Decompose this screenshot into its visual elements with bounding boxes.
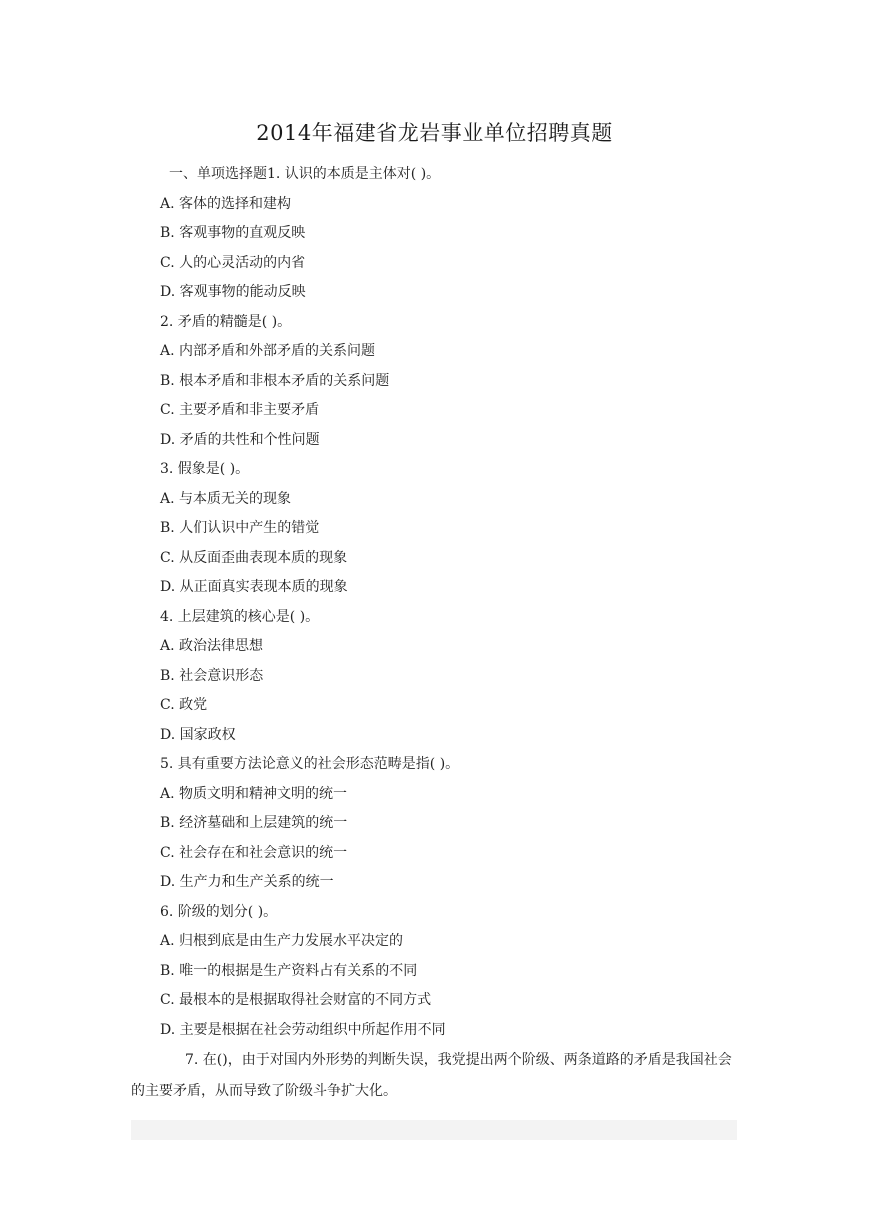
text-line: D. 从正面真实表现本质的现象 [160,579,348,595]
text-line: C. 从反面歪曲表现本质的现象 [160,549,348,566]
text-line: A. 归根到底是由生产力发展水平决定的 [160,933,404,949]
text-line: B. 客观事物的直观反映 [160,225,306,241]
text-line: C. 社会存在和社会意识的统一 [160,844,348,861]
text-line: A. 政治法律思想 [160,638,264,654]
text-line: 4. 上层建筑的核心是( )。 [160,608,320,625]
text-line: B. 根本矛盾和非根本矛盾的关系问题 [160,372,390,389]
text-line: 6. 阶级的划分( )。 [160,903,278,920]
text-line: B. 社会意识形态 [160,667,264,684]
text-line: D. 矛盾的共性和个性问题 [160,431,320,448]
text-line: C. 主要矛盾和非主要矛盾 [160,402,320,418]
text-line: A. 客体的选择和建构 [160,195,292,212]
text-line: A. 物质文明和精神文明的统一 [160,785,348,802]
text-line: C. 政党 [160,697,208,713]
text-line: C. 最根本的是根据取得社会财富的不同方式 [160,992,432,1008]
text-line: 2. 矛盾的精髓是( )。 [160,313,292,330]
text-line: A. 内部矛盾和外部矛盾的关系问题 [160,343,376,359]
text-line: D. 国家政权 [160,726,236,743]
text-line: B. 人们认识中产生的错觉 [160,520,320,536]
text-line: D. 客观事物的能动反映 [160,284,306,300]
text-line: B. 唯一的根据是生产资料占有关系的不同 [160,962,418,979]
document-title: 2014年福建省龙岩事业单位招聘真题 [256,121,613,145]
text-line: D. 生产力和生产关系的统一 [160,874,334,890]
gray-band [131,1120,737,1140]
text-line: A. 与本质无关的现象 [160,490,292,507]
text-line: C. 人的心灵活动的内省 [160,254,306,271]
text-line: D. 主要是根据在社会劳动组织中所起作用不同 [160,1021,446,1038]
question-list [160,160,740,1045]
text-line: B. 经济墓础和上层建筑的统一 [160,815,348,831]
text-line: 5. 具有重要方法论意义的社会形态范畴是指( )。 [160,756,460,772]
section-intro: 一、单项选择题1. 认识的本质是主体对( )。 [169,166,441,182]
final-paragraph: 7. 在()，由于对国内外形势的判断失误，我党提出两个阶级、两条道路的矛盾是我国社会的主要矛盾，从而导致了阶级斗争扩大化。 [131,1052,732,1099]
text-line: 3. 假象是( )。 [160,461,250,477]
